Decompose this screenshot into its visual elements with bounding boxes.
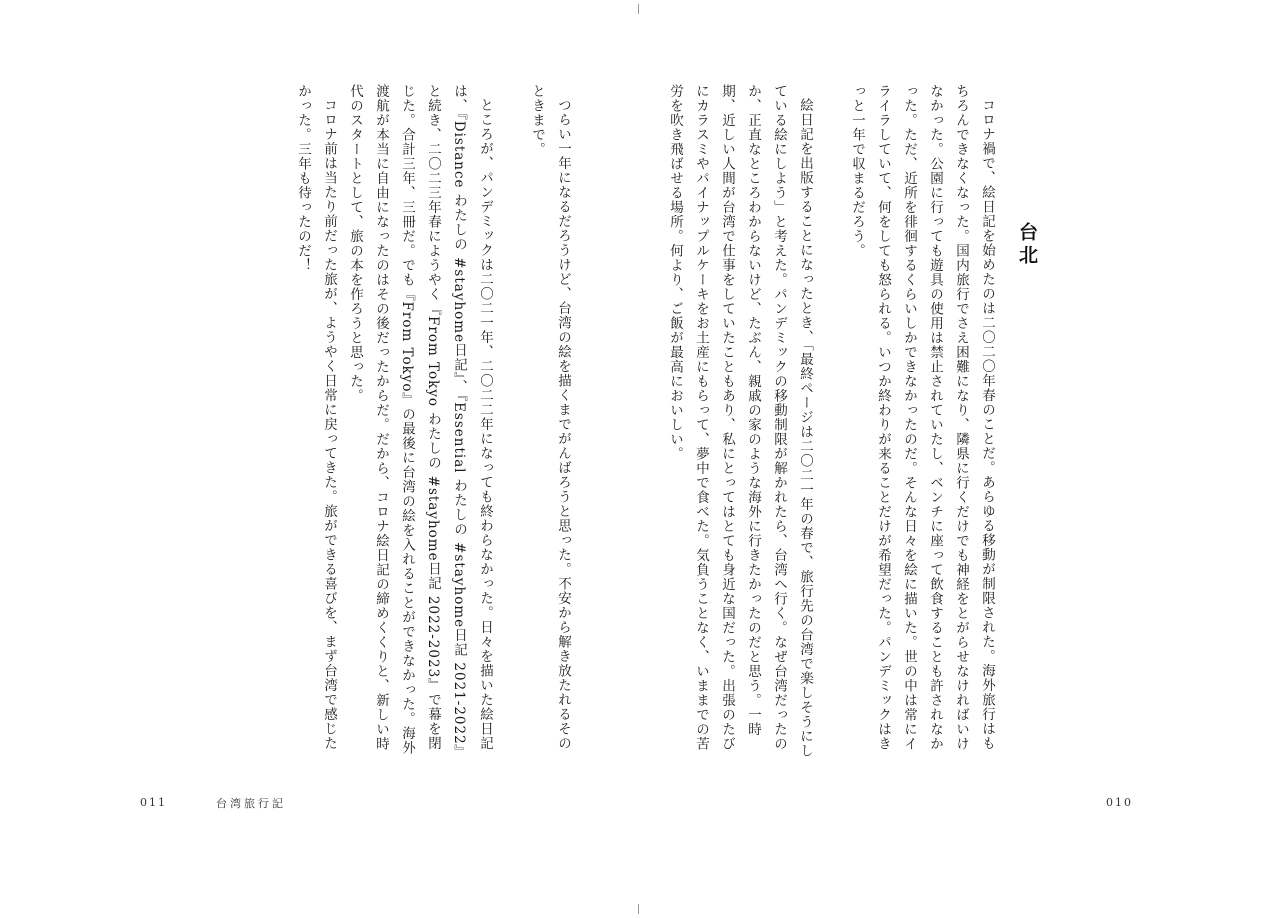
right-page-body <box>667 84 1000 764</box>
left-paragraph-2: ところが、パンデミックは二〇二一年、二〇二二年になっても終わらなかった。日々を描いた絵日記は、『Distance わたしの #stayhome日記』、『Essential わたしの #stayhome日記 2021-2022』と続き、二〇二三年春にようやく『From Tokyo わたしの #stayhome日記 2022-2023』で幕を閉じた。合計三年、三冊だ。でも『From Tokyo』の最後に台湾の絵を入れることができなかった。海外渡航が本当に自由になったのはその後だったからだ。だから、コロナ絵日記の締めくくりと、新しい時代のスタートとして、旅の本を作ろうと思った。 <box>347 84 493 760</box>
gutter-crop-mark-top <box>638 4 639 14</box>
running-head: 台湾旅行記 <box>216 797 286 810</box>
gutter-crop-mark-bottom <box>638 904 639 914</box>
left-paragraph-3: コロナ前は当たり前だった旅が、ようやく日常に戻ってきた。旅ができる喜びを、まず台湾で感じたかった。三年も待ったのだ！ <box>295 84 337 750</box>
chapter-title: 台北 <box>1016 222 1038 268</box>
page-number-left: 011 <box>140 796 167 809</box>
page-number-right: 010 <box>1106 796 1133 809</box>
left-paragraph-1: つらい一年になるだろうけど、台湾の絵を描くまでがんばろうと思った。不安から解き放たれるそのときまで。 <box>529 84 571 750</box>
left-page-body <box>286 84 576 764</box>
right-paragraph-2: 絵日記を出版することになったとき、「最終ページは二〇二一年の春で、旅行先の台湾で楽しそうにしている絵にしよう」と考えた。パンデミックの移動制限が解かれたら、台湾へ行く。なぜ台湾だったのか、正直なところわからないけど、たぶん、親戚の家のような海外に行きたかったのだと思う。一時期、近しい人間が台湾で仕事をしていたこともあり、私にとってはとても身近な国だった。出張のたびにカラスミやパイナップルケーキをお土産にもらって、夢中で食べた。気負うことなく、いままでの苦労を吹き飛ばせる場所。何より、ご飯が最高においしい。 <box>667 84 813 758</box>
right-paragraph-1: コロナ禍で、絵日記を始めたのは二〇二〇年春のことだ。あらゆる移動が制限された。海外旅行はもちろんできなくなった。国内旅行でさえ困難になり、隣県に行くだけでも神経をとがらせなければいけなかった。公園に行っても遊具の使用は禁止されていたし、ベンチに座って飲食することも許されなかった。ただ、近所を徘徊するくらいしかできなかったのだ。そんな日々を絵に描いた。世の中は常にイライラしていて、何をしても怒られる。いつか終わりが来ることだけが希望だった。パンデミックはきっと一年で収まるだろう。 <box>849 84 995 751</box>
